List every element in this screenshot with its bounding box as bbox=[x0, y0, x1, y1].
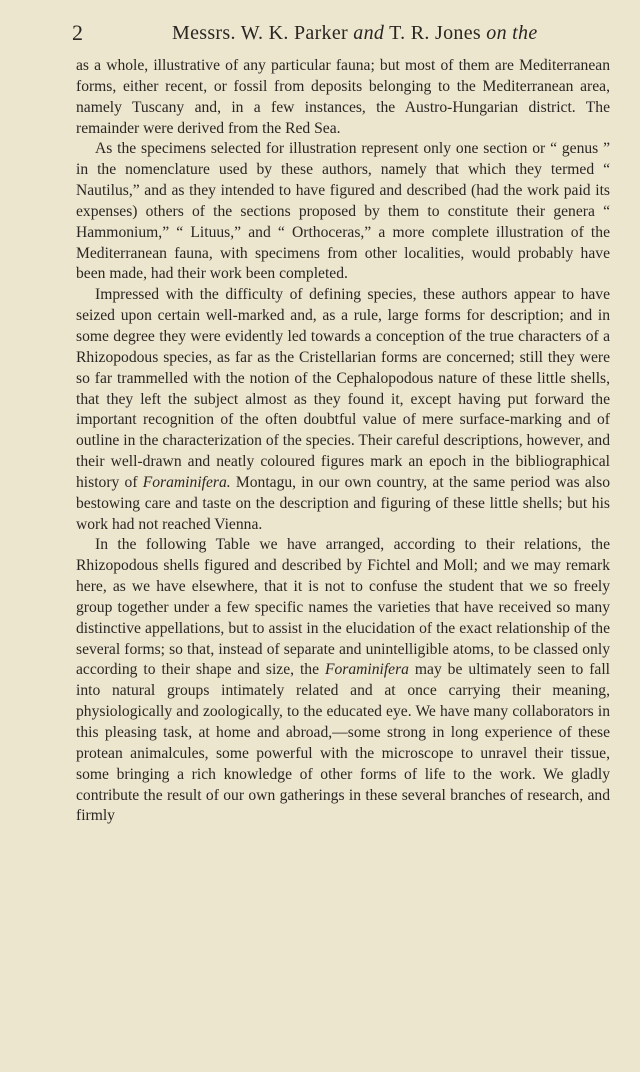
running-head-authors: Messrs. W. K. Parker bbox=[172, 22, 354, 44]
paragraph-4-text-a: In the following Table we have arranged, according to their relations, the Rhizopodous shells figured and described by Fichtel and Moll; and we may remark here, as we have elsewhere, that it is not to confuse the student that we so freely group together under a few specific names the varieties that have received so many distinctive appellations, but to assist in the elucidation of the exact relationship of the several forms; so that, instead of separate and unintelligible atoms, to be classed only according to their shape and size, the bbox=[76, 536, 610, 679]
paragraph-2-text: As the specimens selected for illustration represent only one section or “ genus ” in the nomenclature used by these authors, namely that which they termed “ Nautilus,” and as they intended to have figured and described (had the work paid its expenses) others of the sections proposed by them to constitute their genera “ Hammonium,” “ Lituus,” and “ Orthoceras,” a more complete illustration of the Mediterranean fauna, with specimens from other localities, would probably have been made, had their work been completed. bbox=[76, 140, 610, 283]
running-head-on-the: on the bbox=[486, 22, 538, 44]
paragraph-2 bbox=[76, 139, 610, 285]
running-head-and: and bbox=[353, 22, 385, 44]
paragraph-3-text-b: Montagu, in our own country, at the same period was also bestowing care and taste on the description and figuring of these little shells; but his work had not reached Vienna. bbox=[76, 473, 610, 533]
paragraph-1-text: as a whole, illustrative of any particular fauna; but most of them are Mediterranean forms, either recent, or fossil from deposits belonging to the Mediterranean area, namely Tuscany and, in a few instances, the Austro-Hungarian district. The remainder were derived from the Red Sea. bbox=[76, 57, 610, 137]
page-header bbox=[72, 0, 610, 56]
page-number: 2 bbox=[72, 20, 83, 45]
paragraph-1 bbox=[76, 56, 610, 139]
running-head-author-2: T. R. Jones bbox=[384, 22, 487, 44]
running-head bbox=[172, 22, 538, 45]
paragraph-4-text-b: may be ultimately seen to fall into natural groups intimately related and at once carrying their meaning, physiologically and zoologically, to the educated eye. We have many collaborators in this pleasing task, at home and abroad,—some strong in long experience of these protean animalcules, some powerful with the microscope to unravel their tissue, some bringing a rich knowledge of other forms of life to the work. We gladly contribute the result of our own gatherings in these several branches of research, and firmly bbox=[76, 661, 610, 825]
paragraph-3 bbox=[76, 285, 610, 535]
paragraph-4-italic-foraminifera: Foraminifera bbox=[324, 661, 409, 679]
paragraph-3-italic-foraminifera: Foraminifera. bbox=[142, 473, 231, 491]
paragraph-4 bbox=[76, 535, 610, 827]
paragraph-3-text-a: Impressed with the difficulty of defining species, these authors appear to have seized upon certain well-marked and, as a rule, large forms for description; and in some degree they were evidently led towards a conception of the true characters of a Rhizopodous species, as far as the Cristellarian forms are concerned; still they were so far trammelled with the notion of the Cephalopodous nature of these little shells, that they left the subject almost as they found it, except having put forward the important recognition of the often doubtful value of mere surface-marking and of outline in the characterization of the species. Their careful descriptions, however, and their well-drawn and neatly coloured figures mark an epoch in the bibliographical history of bbox=[76, 286, 610, 491]
body-text bbox=[76, 56, 610, 827]
